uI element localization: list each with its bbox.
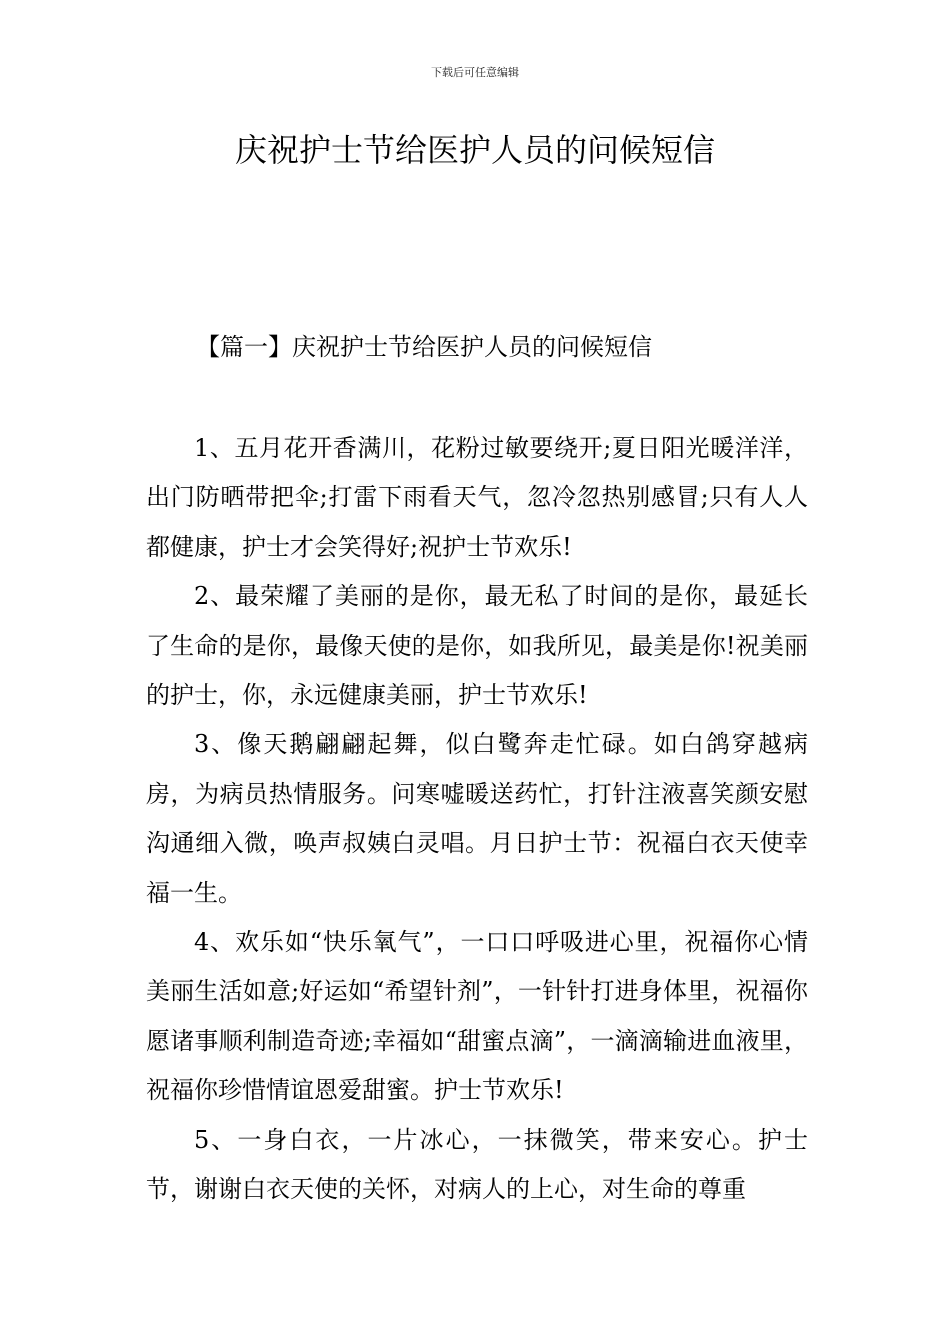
paragraph-2: 2、最荣耀了美丽的是你，最无私了时间的是你，最延长了生命的是你，最像天使的是你，如我所见，最美是你!祝美丽的护士，你，永远健康美丽，护士节欢乐! xyxy=(146,582,808,710)
paragraph-5: 5、一身白衣，一片冰心，一抹微笑，带来安心。护士节，谢谢白衣天使的关怀，对病人的上心，对生命的尊重 xyxy=(146,1125,808,1204)
section-heading: 【篇一】庆祝护士节给医护人员的问候短信 xyxy=(196,333,652,361)
paragraph-1: 1、五月花开香满川，花粉过敏要绕开;夏日阳光暖洋洋，出门防晒带把伞;打雷下雨看天气，忽冷忽热别感冒;只有人人都健康，护士才会笑得好;祝护士节欢乐! xyxy=(146,434,808,561)
header-note: 下载后可任意编辑 xyxy=(431,66,519,79)
paragraph-4: 4、欢乐如“快乐氧气”，一口口呼吸进心里，祝福你心情美丽生活如意;好运如“希望针剂”，一针针打进身体里，祝福你愿诸事顺利制造奇迹;幸福如“甜蜜点滴”，一滴滴输进血液里，祝福你珍惜情谊恩爱甜蜜。护士节欢乐! xyxy=(146,928,808,1105)
document-title: 庆祝护士节给医护人员的问候短信 xyxy=(234,131,715,169)
paragraph-3: 3、像天鹅翩翩起舞，似白鹭奔走忙碌。如白鸽穿越病房，为病员热情服务。问寒嘘暖送药忙，打针注液喜笑颜安慰沟通细入微，唤声叔姨白灵唱。月日护士节：祝福白衣天使幸福一生。 xyxy=(146,730,808,907)
body-text xyxy=(146,424,808,1215)
